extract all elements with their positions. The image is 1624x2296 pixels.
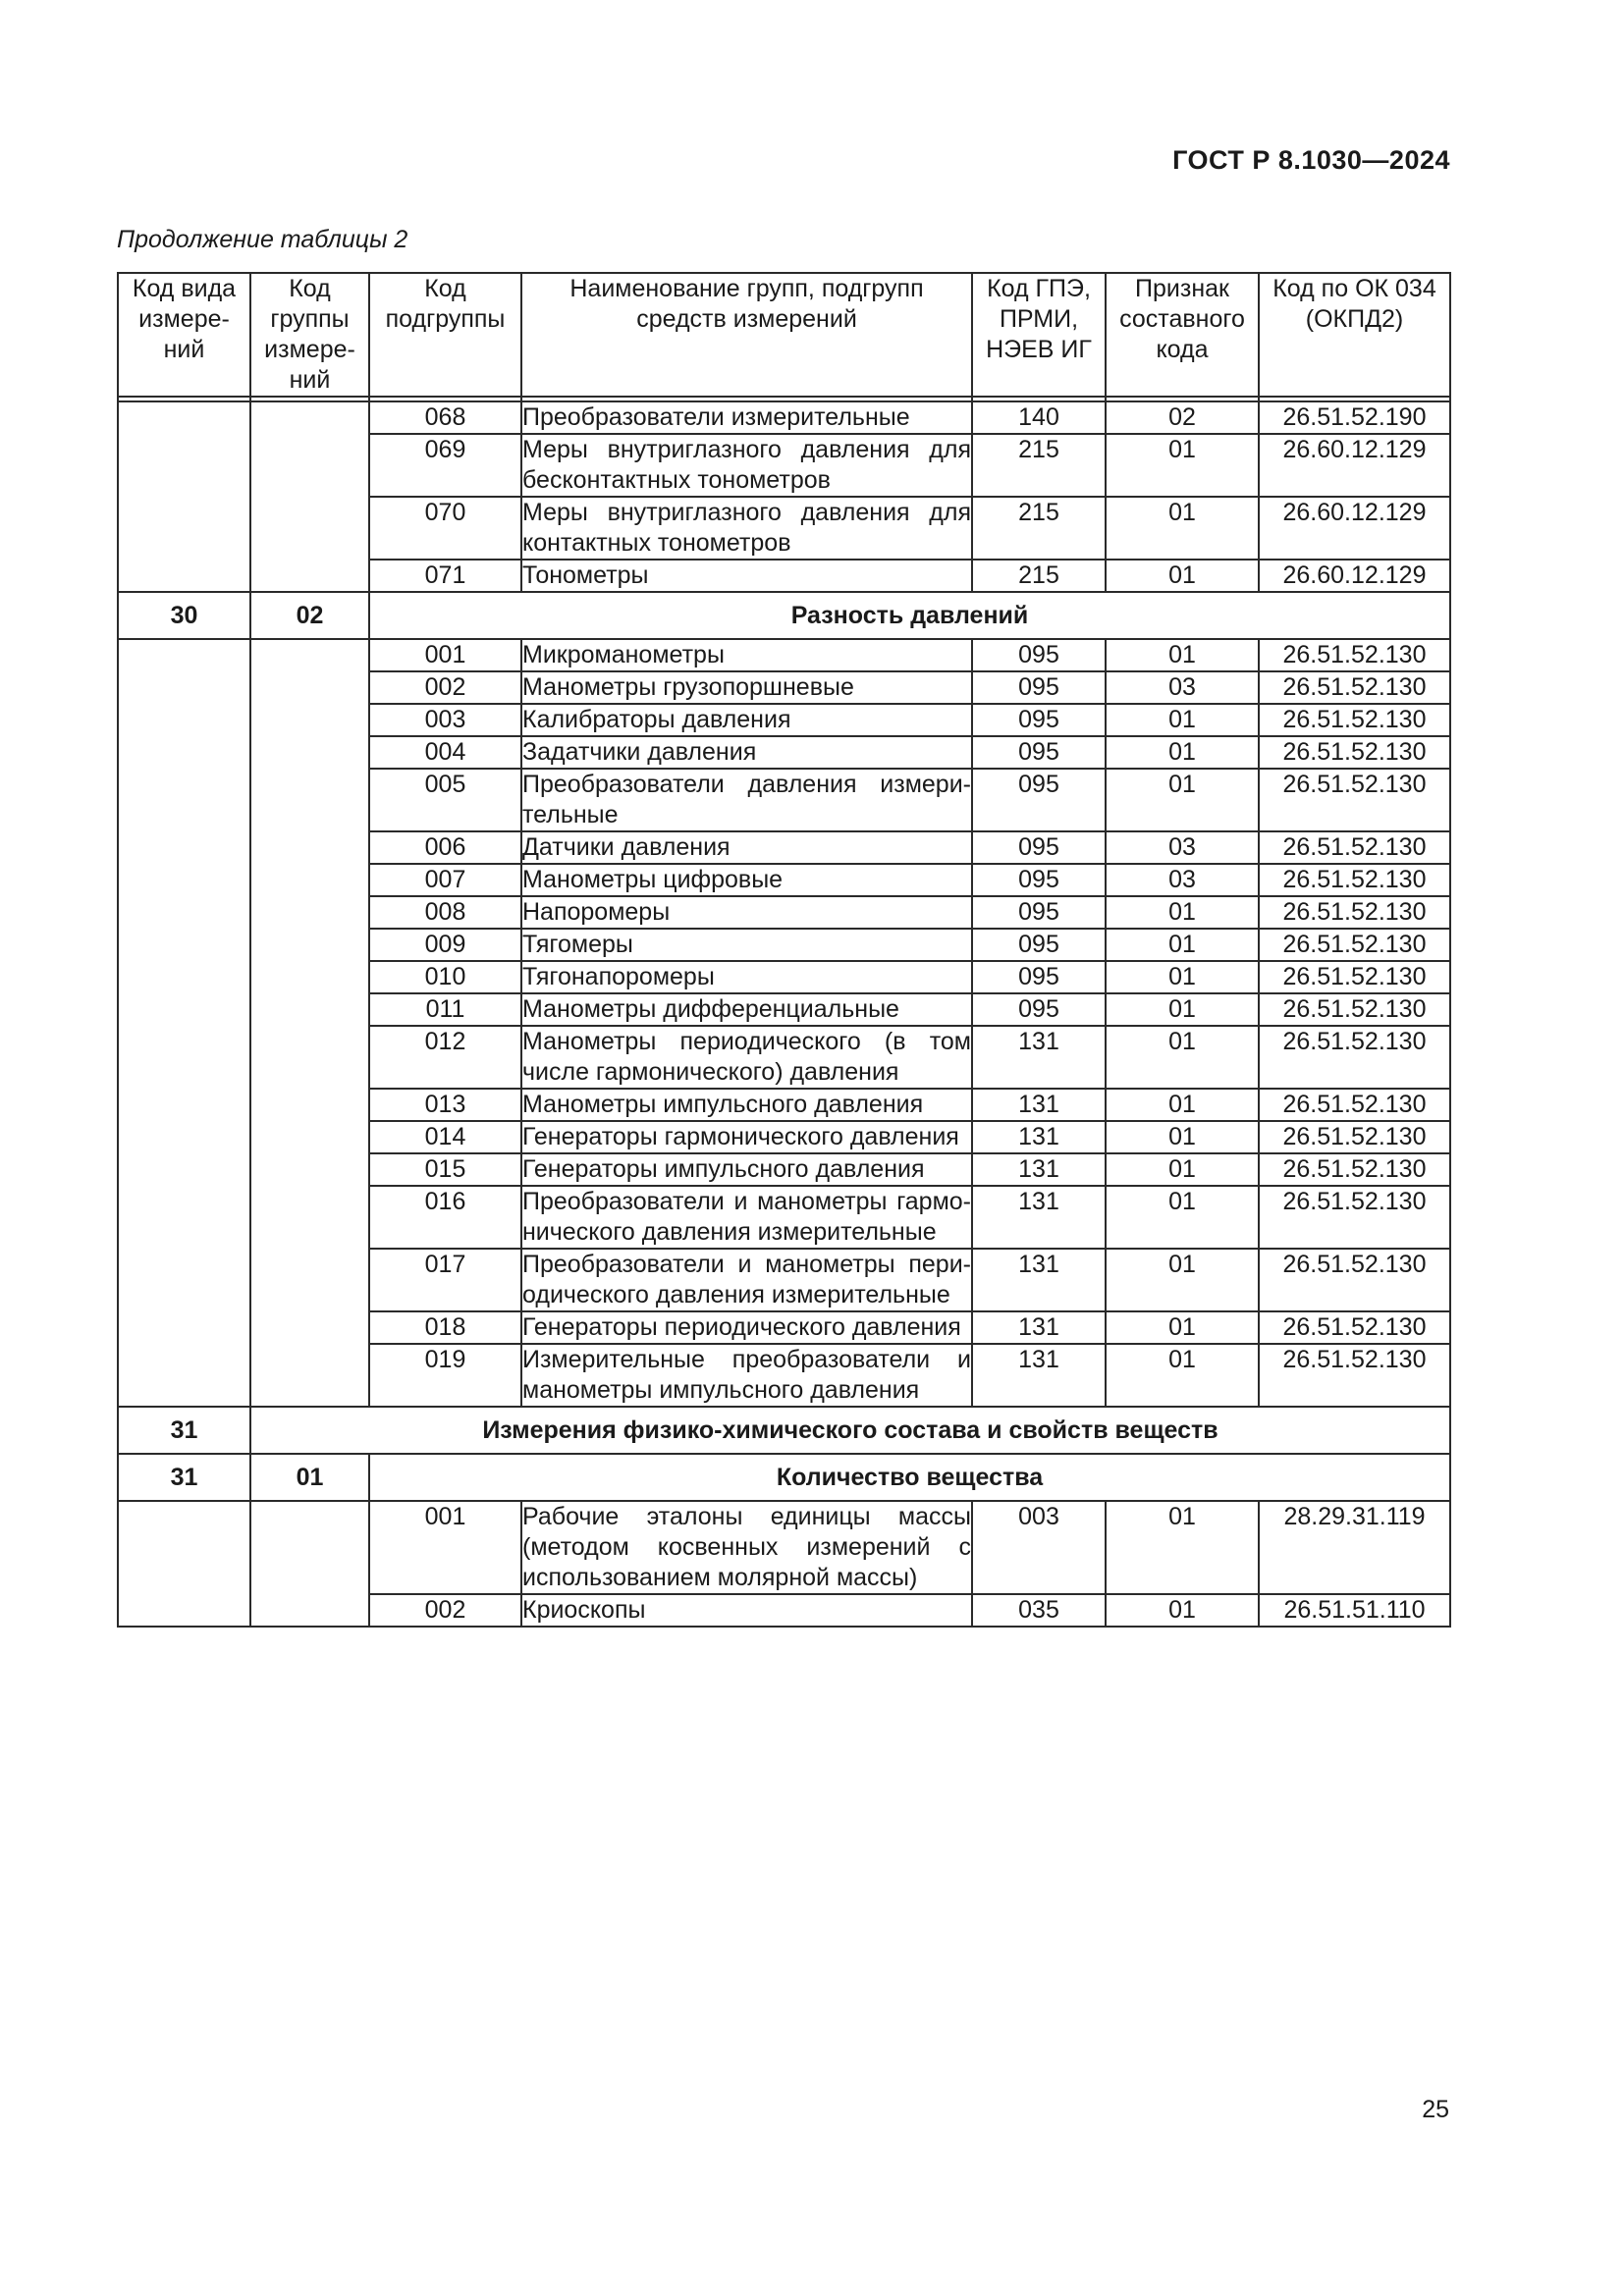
composite-sign-cell: 01 (1106, 896, 1259, 929)
okpd2-code-cell: 26.51.52.130 (1259, 736, 1450, 769)
gpe-code-cell: 131 (972, 1311, 1106, 1344)
subgroup-code-cell: 007 (369, 864, 521, 896)
subgroup-code-cell: 011 (369, 993, 521, 1026)
okpd2-code-cell: 26.51.52.130 (1259, 961, 1450, 993)
instrument-name-cell: Генераторы гармонического давления (521, 1121, 972, 1153)
composite-sign-cell: 01 (1106, 1501, 1259, 1594)
composite-sign-cell: 02 (1106, 401, 1259, 434)
subgroup-code-cell: 009 (369, 929, 521, 961)
gpe-code-cell: 095 (972, 769, 1106, 831)
gpe-code-cell: 131 (972, 1089, 1106, 1121)
subgroup-code-cell: 005 (369, 769, 521, 831)
okpd2-code-cell: 26.51.52.130 (1259, 1153, 1450, 1186)
header-gpe-code: Код ГПЭ, ПРМИ, НЭЕВ ИГ (972, 273, 1106, 397)
instrument-name-cell: Микроманометры (521, 639, 972, 671)
okpd2-code-cell: 26.51.52.130 (1259, 704, 1450, 736)
instrument-name-cell: Задатчики давления (521, 736, 972, 769)
instrument-name-cell: Манометры дифференциальные (521, 993, 972, 1026)
okpd2-code-cell: 26.51.52.190 (1259, 401, 1450, 434)
classification-table (117, 272, 1451, 1628)
composite-sign-cell: 01 (1106, 560, 1259, 592)
instrument-name-cell: Генераторы периодического давления (521, 1311, 972, 1344)
subgroup-code-cell: 001 (369, 1501, 521, 1594)
gpe-code-cell: 095 (972, 864, 1106, 896)
composite-sign-cell: 01 (1106, 1121, 1259, 1153)
composite-sign-cell: 01 (1106, 434, 1259, 497)
subgroup-code-cell: 003 (369, 704, 521, 736)
instrument-name-cell: Калибраторы давления (521, 704, 972, 736)
subgroup-code-cell: 008 (369, 896, 521, 929)
composite-sign-cell: 01 (1106, 961, 1259, 993)
gpe-code-cell: 035 (972, 1594, 1106, 1627)
okpd2-code-cell: 26.60.12.129 (1259, 497, 1450, 560)
instrument-name-cell: Манометры грузопоршневые (521, 671, 972, 704)
gpe-code-cell: 095 (972, 961, 1106, 993)
empty-cell (118, 1501, 250, 1627)
table-caption: Продолжение таблицы 2 (117, 226, 408, 253)
okpd2-code-cell: 26.51.52.130 (1259, 639, 1450, 671)
instrument-name-cell: Измерительные преобразователи и манометры импульсного давления (521, 1344, 972, 1407)
subgroup-code-cell: 070 (369, 497, 521, 560)
instrument-name-cell: Напоромеры (521, 896, 972, 929)
okpd2-code-cell: 26.51.52.130 (1259, 1089, 1450, 1121)
composite-sign-cell: 01 (1106, 1249, 1259, 1311)
gpe-code-cell: 095 (972, 993, 1106, 1026)
composite-sign-cell: 01 (1106, 929, 1259, 961)
group-vid-cell: 31 (118, 1454, 250, 1501)
composite-sign-cell: 01 (1106, 639, 1259, 671)
table-row (118, 1501, 1450, 1594)
okpd2-code-cell: 26.51.52.130 (1259, 1311, 1450, 1344)
header-measurement-type-code: Код вида измере-ний (118, 273, 250, 397)
gpe-code-cell: 131 (972, 1153, 1106, 1186)
group-title-cell: Разность давлений (369, 592, 1450, 639)
header-okpd2-code: Код по ОК 034 (ОКПД2) (1259, 273, 1450, 397)
header-subgroup-code: Код подгруппы (369, 273, 521, 397)
gpe-code-cell: 095 (972, 671, 1106, 704)
composite-sign-cell: 01 (1106, 1186, 1259, 1249)
composite-sign-cell: 01 (1106, 1153, 1259, 1186)
subgroup-code-cell: 016 (369, 1186, 521, 1249)
instrument-name-cell: Генераторы импульсного давления (521, 1153, 972, 1186)
subgroup-code-cell: 012 (369, 1026, 521, 1089)
header-composite-sign: Признак составного кода (1106, 273, 1259, 397)
okpd2-code-cell: 26.51.52.130 (1259, 864, 1450, 896)
composite-sign-cell: 01 (1106, 1594, 1259, 1627)
instrument-name-cell: Манометры цифровые (521, 864, 972, 896)
subgroup-code-cell: 019 (369, 1344, 521, 1407)
okpd2-code-cell: 26.51.52.130 (1259, 896, 1450, 929)
instrument-name-cell: Преобразователи и манометры гармо-нического давления измерительные (521, 1186, 972, 1249)
page-number: 25 (1422, 2096, 1449, 2123)
composite-sign-cell: 03 (1106, 671, 1259, 704)
instrument-name-cell: Тонометры (521, 560, 972, 592)
okpd2-code-cell: 28.29.31.119 (1259, 1501, 1450, 1594)
gpe-code-cell: 095 (972, 896, 1106, 929)
okpd2-code-cell: 26.51.52.130 (1259, 929, 1450, 961)
instrument-name-cell: Датчики давления (521, 831, 972, 864)
subgroup-code-cell: 069 (369, 434, 521, 497)
instrument-name-cell: Преобразователи давления измери-тельные (521, 769, 972, 831)
subgroup-code-cell: 006 (369, 831, 521, 864)
instrument-name-cell: Криоскопы (521, 1594, 972, 1627)
instrument-name-cell: Меры внутриглазного давления для бесконтактных тонометров (521, 434, 972, 497)
table-body (118, 397, 1450, 1627)
standard-code: ГОСТ Р 8.1030—2024 (1172, 145, 1450, 175)
gpe-code-cell: 215 (972, 560, 1106, 592)
group-row (118, 592, 1450, 639)
instrument-name-cell: Манометры импульсного давления (521, 1089, 972, 1121)
composite-sign-cell: 01 (1106, 993, 1259, 1026)
section-title-cell: Измерения физико-химического состава и свойств веществ (250, 1407, 1450, 1454)
gpe-code-cell: 095 (972, 639, 1106, 671)
okpd2-code-cell: 26.60.12.129 (1259, 434, 1450, 497)
composite-sign-cell: 01 (1106, 736, 1259, 769)
okpd2-code-cell: 26.51.51.110 (1259, 1594, 1450, 1627)
okpd2-code-cell: 26.51.52.130 (1259, 1121, 1450, 1153)
gpe-code-cell: 140 (972, 401, 1106, 434)
empty-cell (118, 639, 250, 1407)
group-vid-cell: 30 (118, 592, 250, 639)
subgroup-code-cell: 013 (369, 1089, 521, 1121)
empty-cell (118, 401, 250, 592)
gpe-code-cell: 095 (972, 929, 1106, 961)
okpd2-code-cell: 26.60.12.129 (1259, 560, 1450, 592)
section-vid-cell: 31 (118, 1407, 250, 1454)
instrument-name-cell: Меры внутриглазного давления для контактных тонометров (521, 497, 972, 560)
gpe-code-cell: 131 (972, 1249, 1106, 1311)
composite-sign-cell: 01 (1106, 497, 1259, 560)
okpd2-code-cell: 26.51.52.130 (1259, 831, 1450, 864)
subgroup-code-cell: 002 (369, 671, 521, 704)
group-row (118, 1454, 1450, 1501)
gpe-code-cell: 215 (972, 497, 1106, 560)
section-row (118, 1407, 1450, 1454)
instrument-name-cell: Рабочие эталоны единицы массы (методом косвенных измерений с использованием молярной массы) (521, 1501, 972, 1594)
instrument-name-cell: Манометры периодического (в том числе гармонического) давления (521, 1026, 972, 1089)
subgroup-code-cell: 014 (369, 1121, 521, 1153)
okpd2-code-cell: 26.51.52.130 (1259, 1026, 1450, 1089)
group-grp-cell: 02 (250, 592, 369, 639)
composite-sign-cell: 01 (1106, 1311, 1259, 1344)
gpe-code-cell: 131 (972, 1121, 1106, 1153)
okpd2-code-cell: 26.51.52.130 (1259, 1249, 1450, 1311)
table-row (118, 639, 1450, 671)
group-grp-cell: 01 (250, 1454, 369, 1501)
subgroup-code-cell: 068 (369, 401, 521, 434)
empty-cell (250, 639, 369, 1407)
subgroup-code-cell: 071 (369, 560, 521, 592)
instrument-name-cell: Тягомеры (521, 929, 972, 961)
header-measurement-group-code: Код группы измере-ний (250, 273, 369, 397)
subgroup-code-cell: 017 (369, 1249, 521, 1311)
gpe-code-cell: 095 (972, 704, 1106, 736)
gpe-code-cell: 215 (972, 434, 1106, 497)
gpe-code-cell: 131 (972, 1026, 1106, 1089)
composite-sign-cell: 03 (1106, 831, 1259, 864)
composite-sign-cell: 01 (1106, 1089, 1259, 1121)
empty-cell (250, 1501, 369, 1627)
subgroup-code-cell: 004 (369, 736, 521, 769)
table-row (118, 401, 1450, 434)
instrument-name-cell: Тягонапоромеры (521, 961, 972, 993)
gpe-code-cell: 095 (972, 831, 1106, 864)
subgroup-code-cell: 002 (369, 1594, 521, 1627)
okpd2-code-cell: 26.51.52.130 (1259, 769, 1450, 831)
composite-sign-cell: 01 (1106, 704, 1259, 736)
composite-sign-cell: 03 (1106, 864, 1259, 896)
okpd2-code-cell: 26.51.52.130 (1259, 993, 1450, 1026)
composite-sign-cell: 01 (1106, 769, 1259, 831)
okpd2-code-cell: 26.51.52.130 (1259, 671, 1450, 704)
subgroup-code-cell: 010 (369, 961, 521, 993)
gpe-code-cell: 095 (972, 736, 1106, 769)
header-name: Наименование групп, подгрупп средств измерений (521, 273, 972, 397)
subgroup-code-cell: 018 (369, 1311, 521, 1344)
empty-cell (250, 401, 369, 592)
gpe-code-cell: 003 (972, 1501, 1106, 1594)
okpd2-code-cell: 26.51.52.130 (1259, 1186, 1450, 1249)
table-header-row (118, 273, 1450, 397)
instrument-name-cell: Преобразователи измерительные (521, 401, 972, 434)
subgroup-code-cell: 001 (369, 639, 521, 671)
gpe-code-cell: 131 (972, 1186, 1106, 1249)
gpe-code-cell: 131 (972, 1344, 1106, 1407)
subgroup-code-cell: 015 (369, 1153, 521, 1186)
okpd2-code-cell: 26.51.52.130 (1259, 1344, 1450, 1407)
instrument-name-cell: Преобразователи и манометры пери-одического давления измерительные (521, 1249, 972, 1311)
composite-sign-cell: 01 (1106, 1026, 1259, 1089)
composite-sign-cell: 01 (1106, 1344, 1259, 1407)
group-title-cell: Количество вещества (369, 1454, 1450, 1501)
